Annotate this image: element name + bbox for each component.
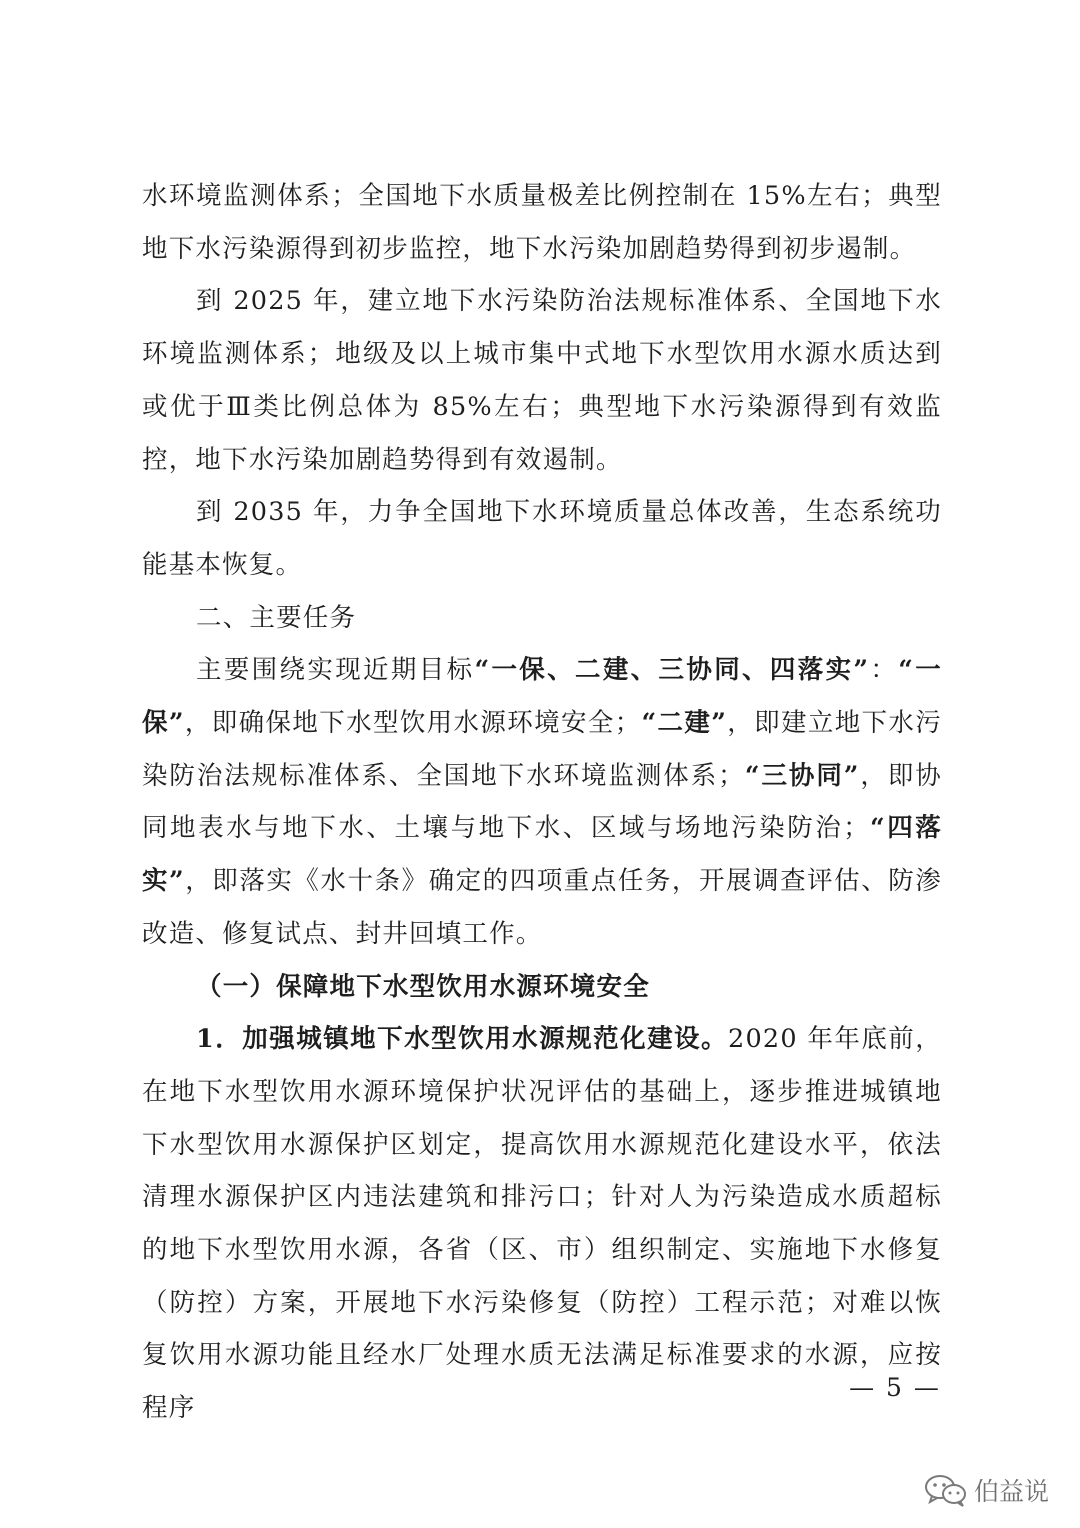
watermark xyxy=(924,1470,1049,1510)
subsection-heading-drinking-water xyxy=(142,961,942,1014)
item-title: 1．加强城镇地下水型饮用水源规范化建设。 xyxy=(196,1024,729,1055)
text-segment: 水环境监测体系；全国地下水质量极差比例控制在 15%左右；典型地下水污染源得到初步监控，地下水污染加剧趋势得到初步遏制。 xyxy=(142,181,942,264)
text-segment: ，即建立地下水污染防治法规标准体系、全国地下水环境监测体系； xyxy=(142,708,942,791)
section-heading-main-tasks xyxy=(142,592,942,645)
paragraph-goals-2025 xyxy=(142,275,942,486)
text-segment: ，即确保地下水型饮用水源环境安全； xyxy=(184,708,642,739)
document-body xyxy=(142,170,942,1435)
section-heading-text: 二、主要任务 xyxy=(196,602,357,633)
text-segment: 2020 年年底前，在地下水型饮用水源环境保护状况评估的基础上，逐步推进城镇地下水型饮用水源保护区划定，提高饮用水源规范化建设水平，依法清理水源保护区内违法建筑和排污口；针对人为污染造成水质超标的地下水型饮用水源，各省（区、市）组织制定、实施地下水修复（防控）方案，开展地下水污染修复（防控）工程示范；对难以恢复饮用水源功能且经水厂处理水质无法满足标准要求的水源，应按程序 xyxy=(142,1024,942,1424)
bold-segment: “三协同” xyxy=(744,760,860,791)
text-segment: ： xyxy=(869,655,899,686)
bold-segment: “四落实” xyxy=(142,813,942,897)
wechat-icon xyxy=(924,1473,968,1507)
paragraph-item-1 xyxy=(142,1013,942,1435)
text-segment: ，即协同地表水与地下水、土壤与地下水、区域与场地污染防治； xyxy=(142,760,942,844)
page-number: — 5 — xyxy=(849,1373,941,1402)
bold-segment: “二建” xyxy=(641,708,728,739)
watermark-label: 伯益说 xyxy=(974,1477,1050,1506)
paragraph-goals-2020 xyxy=(142,170,942,275)
paragraph-main-tasks-summary xyxy=(142,644,942,960)
subsection-heading-text: （一）保障地下水型饮用水源环境安全 xyxy=(196,971,650,1002)
text-segment: 到 2025 年，建立地下水污染防治法规标准体系、全国地下水环境监测体系；地级及以上城市集中式地下水型饮用水源水质达到或优于Ⅲ类比例总体为 85%左右；典型地下水污染源得到有效监控，地下水污染加剧趋势得到有效遏制。 xyxy=(142,286,942,475)
text-segment: ，即落实《水十条》确定的四项重点任务，开展调查评估、防渗改造、修复试点、封井回填工作。 xyxy=(142,866,942,949)
text-segment: 到 2035 年，力争全国地下水环境质量总体改善，生态系统功能基本恢复。 xyxy=(142,497,942,580)
paragraph-goals-2035 xyxy=(142,486,942,591)
bold-segment: “一保、二建、三协同、四落实” xyxy=(474,655,870,686)
text-segment: 主要围绕实现近期目标 xyxy=(196,655,475,686)
bold-segment: “一保” xyxy=(142,655,942,739)
